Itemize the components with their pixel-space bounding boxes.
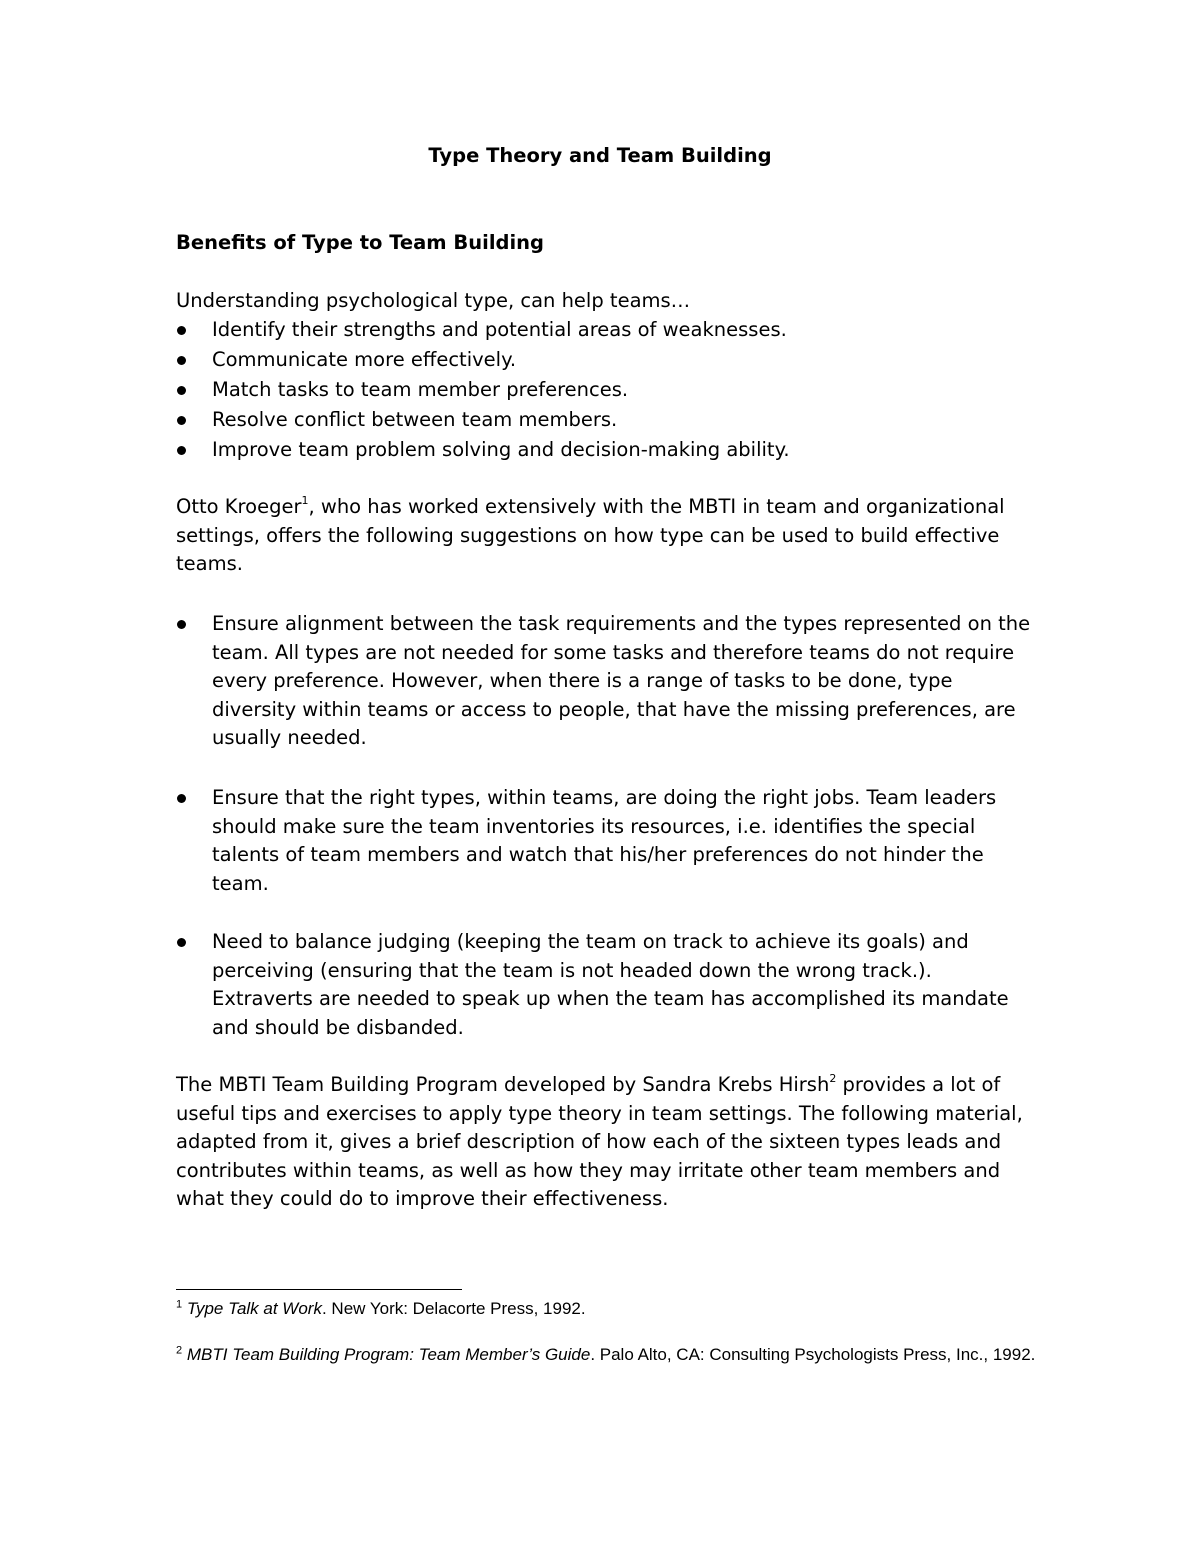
mbti-paragraph — [176, 1071, 1036, 1214]
page-title: Type Theory and Team Building — [428, 144, 772, 167]
footnote-2 — [176, 1344, 1036, 1366]
paragraph-text: The MBTI Team Building Program developed by Sandra Krebs Hirsh — [176, 1073, 830, 1096]
footnote-ref-2[interactable]: 2 — [829, 1071, 837, 1085]
author-name: Otto Kroeger — [176, 495, 302, 518]
list-item — [176, 346, 1036, 376]
list-item-text: Identify their strengths and potential areas of weaknesses. — [212, 318, 787, 341]
suggestion-text: Ensure that the right types, within teams, are doing the right jobs. Team leaders should make sure the team inventories its resources, i.e. identifies the special talents of team members and watch that his/her preferences do not hinder the team. — [212, 786, 997, 895]
list-item-text: Resolve conflict between team members. — [212, 408, 618, 431]
section-heading: Benefits of Type to Team Building — [176, 231, 545, 254]
paragraph-text: , who has worked extensively with the MBTI in team and organizational settings, offers the following suggestions on how type can be used to build effective teams. — [176, 495, 1005, 575]
footnote-1 — [176, 1298, 1036, 1320]
suggestion-text: Need to balance judging (keeping the team on track to achieve its goals) and perceiving (ensuring that the team is not headed down the wrong track.). Extraverts are needed to speak up when the team has accomplished its mandate and should be disbanded. — [212, 930, 1009, 1039]
bullet-icon — [177, 416, 186, 425]
suggestion-text: Ensure alignment between the task requirements and the types represented on the team. All types are not needed for some tasks and therefore teams do not require every preference. However, when there is a range of tasks to be done, type diversity within teams or access to people, that have the missing preferences, are usually needed. — [212, 612, 1031, 749]
list-item-text: Match tasks to team member preferences. — [212, 378, 629, 401]
footnote-ref-1[interactable]: 1 — [301, 493, 309, 507]
footnote-separator — [176, 1289, 462, 1290]
bullet-icon — [177, 938, 186, 947]
bullet-icon — [177, 794, 186, 803]
bullet-icon — [177, 356, 186, 365]
suggestion-item — [176, 928, 1036, 1042]
list-item — [176, 406, 1036, 436]
footnote-title: Type Talk at Work — [186, 1299, 322, 1318]
bullet-icon — [177, 620, 186, 629]
paragraph-text: provides a lot of useful tips and exercises to apply type theory in team settings. The following material, adapted from it, gives a brief description of how each of the sixteen types leads and contributes within teams, as well as how they may irritate other team members and what they could do to improve their effectiveness. — [176, 1073, 1023, 1210]
footnote-number: 2 — [176, 1344, 183, 1357]
intro-text: Understanding psychological type, can help teams… — [176, 289, 691, 312]
footnote-text: . Palo Alto, CA: Consulting Psychologists Press, Inc., 1992. — [590, 1345, 1036, 1364]
list-item-text: Communicate more effectively. — [212, 348, 517, 371]
kroeger-paragraph — [176, 493, 1036, 579]
list-item-text: Improve team problem solving and decision-making ability. — [212, 438, 790, 461]
bullet-icon — [177, 386, 186, 395]
footnote-title: MBTI Team Building Program: Team Member’s Guide — [186, 1345, 591, 1364]
suggestion-item — [176, 610, 1036, 753]
list-item — [176, 436, 1036, 466]
bullet-icon — [177, 326, 186, 335]
list-item — [176, 316, 1036, 346]
footnote-number: 1 — [176, 1298, 183, 1311]
suggestion-item — [176, 784, 1036, 898]
list-item — [176, 376, 1036, 406]
footnote-text: . New York: Delacorte Press, 1992. — [321, 1299, 586, 1318]
benefits-list — [176, 316, 1036, 466]
bullet-icon — [177, 446, 186, 455]
